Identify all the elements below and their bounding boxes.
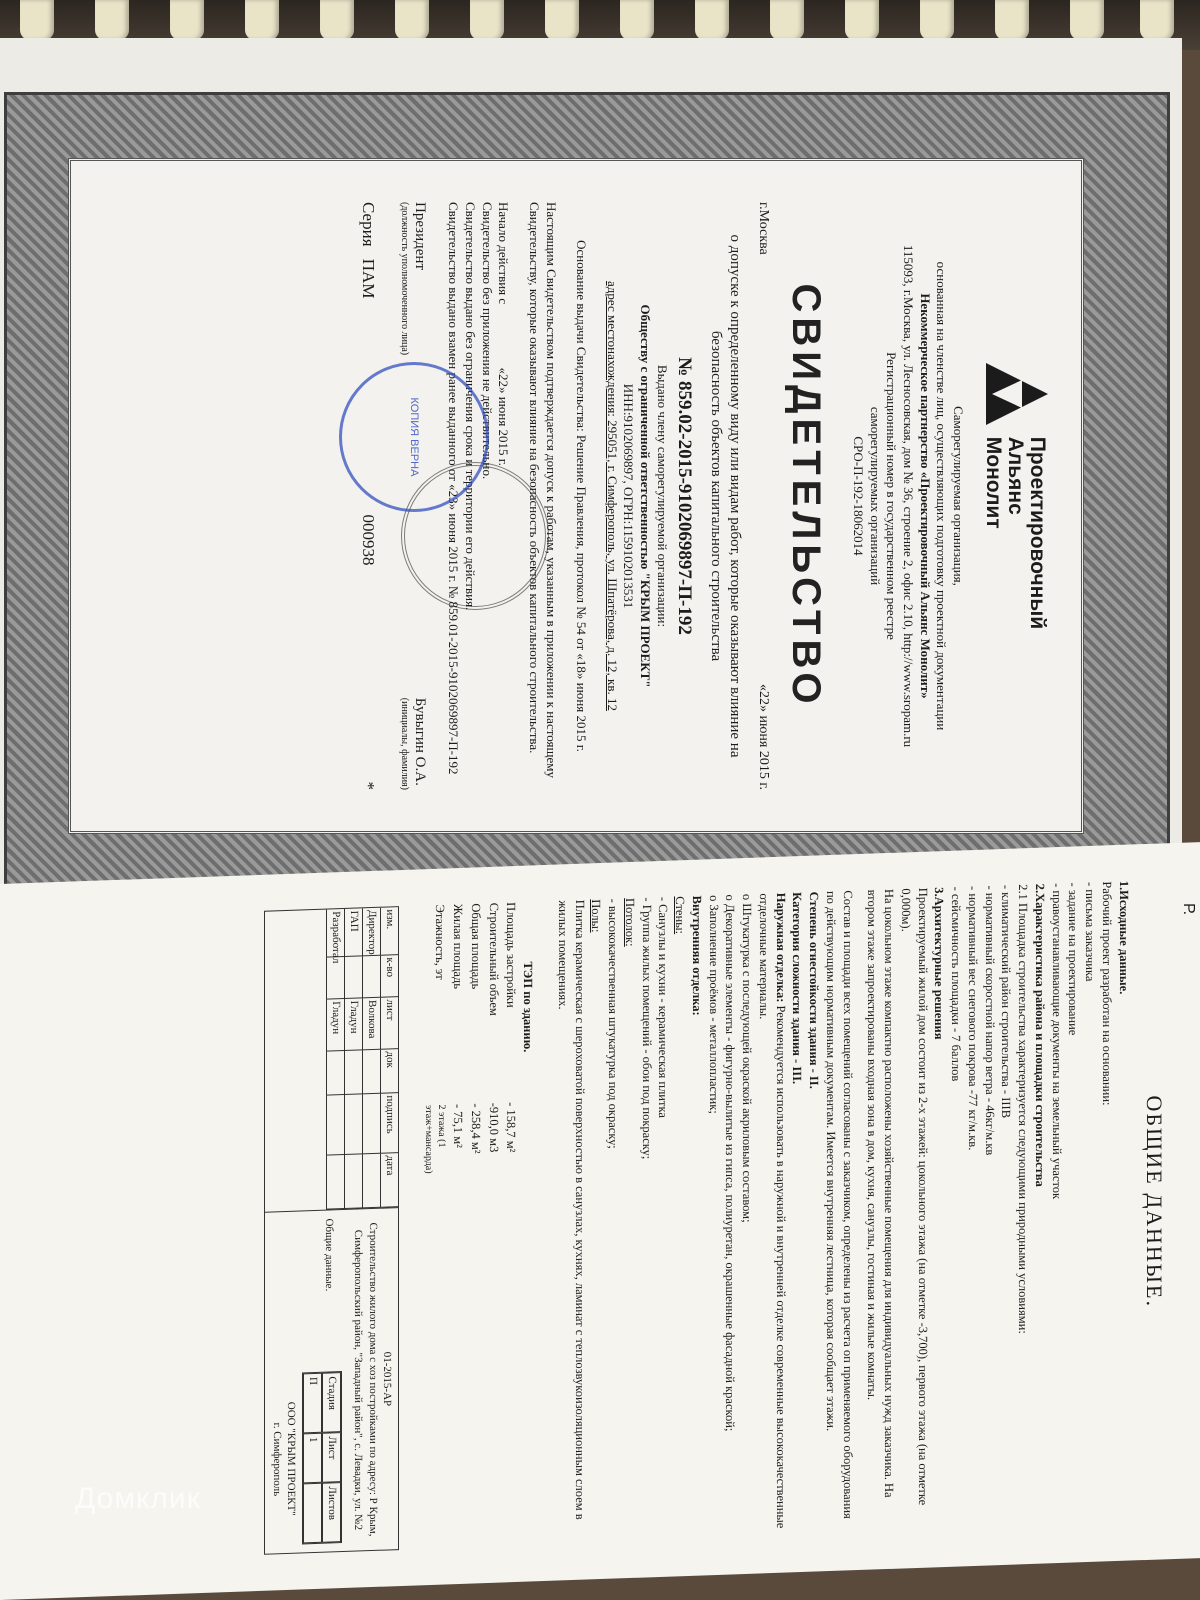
tep-block xyxy=(422,901,537,1549)
title-block-row xyxy=(345,908,363,1209)
sheet-label: Лист xyxy=(322,1432,341,1483)
general-title: ОБЩИЕ ДАННЫЕ. xyxy=(1142,1095,1167,1309)
binder-ring xyxy=(1070,0,1104,40)
binder-ring xyxy=(245,0,279,40)
walls-heading: Стены: xyxy=(673,896,688,935)
sheets-label: Листов xyxy=(322,1482,341,1543)
certificate-content xyxy=(86,176,1066,816)
binder-ring xyxy=(545,0,579,40)
signer-position: Президент xyxy=(411,202,428,270)
header-cell: подпись xyxy=(381,1093,399,1154)
copy-stamp xyxy=(339,362,489,512)
tep-value: -910,0 м3 xyxy=(486,1102,501,1153)
project-name: Строительство жилого дома с хоз постройками по адресу: Р Крым, Симферопольский район, "Западный район", с. Левадки, ул. №2 xyxy=(352,1222,379,1537)
tep-label: Жилая площадь xyxy=(451,903,466,990)
confirm-text: Настоящим Свидетельством подтверждается допуск к работам, указанным в приложении к настоящему Свидетельству, которые оказывают влияние на безопасность объектов капитального строительства. xyxy=(526,202,559,778)
list-item: - нормативный скоростной напор ветра - 46кг/м.кв xyxy=(982,885,997,1156)
header-cell: лист xyxy=(381,997,399,1050)
binder-ring xyxy=(695,0,729,40)
name-cell: Гладун xyxy=(327,999,345,1052)
list-item: - нормативный вес снегового покрова -77 кг/м.кв. xyxy=(965,885,980,1151)
role-cell: Разработал xyxy=(327,909,345,958)
role-cell: ГАП xyxy=(345,908,363,957)
sheet-value: 1 xyxy=(303,1433,322,1484)
position-note: (должность уполномоченного лица) xyxy=(398,202,410,356)
issue-city: г.Москва xyxy=(756,202,772,255)
series-label: Серия xyxy=(358,202,378,247)
list-item: o Заполнение проёмов - металлопластик; xyxy=(706,894,721,1115)
fire-resistance: Степень огнестойкости здания - II. xyxy=(807,891,822,1089)
header-cell: док xyxy=(381,1049,399,1094)
list-item: - климатический район строительства - IIIВ xyxy=(999,884,1014,1119)
header-cell: дата xyxy=(381,1153,399,1208)
section-1-heading: 1.Исходные данные. xyxy=(1116,880,1131,995)
exterior-heading: Наружная отделка: xyxy=(773,892,788,1003)
org-name: Некоммерческое партнерство «Проектировочный Альянс Монолит» xyxy=(917,293,933,699)
binder-ring xyxy=(920,0,954,40)
section-3-text-3: Состав и площади всех помещений согласованы с заказчиком, определены из расчета оп применяемого оборудования по действующим нормативным документам. Имеется внутренняя лестница, которая сообщает этажи. xyxy=(823,890,855,1520)
company-name: Обществу с ограниченной ответственностью "КРЫМ ПРОЕКТ" xyxy=(638,304,654,688)
stage-value: П xyxy=(303,1373,322,1434)
section-1-intro: Рабочий проект разработан на основании: xyxy=(1099,881,1114,1106)
binder-ring xyxy=(995,0,1029,40)
binder-ring xyxy=(170,0,204,40)
binder-ring xyxy=(395,0,429,40)
org-address: 115093, г.Москва, ул. Лесносовская, дом № 36, строение 2, офис 2.10, http://www.sropam.ru xyxy=(900,244,916,748)
title-block-header xyxy=(381,907,399,1208)
signer-name: Бувыгин О.А. xyxy=(411,697,428,786)
tep-title: ТЭП по зданию. xyxy=(521,961,536,1053)
binder-ring xyxy=(1140,0,1174,40)
header-cell: к-во xyxy=(381,955,399,998)
binder-ring xyxy=(620,0,654,40)
binder-ring xyxy=(845,0,879,40)
serial-number: 000938 xyxy=(358,514,378,566)
no-limit-text: Свидетельство выдано без ограничения срока и территории его действия. xyxy=(463,202,479,611)
binder-ring xyxy=(95,0,129,40)
page-edge-text: Р. xyxy=(1179,902,1197,916)
section-2-1: 2.1 Площадка строительства характеризуется следующими природными условиями: xyxy=(1016,884,1031,1335)
section-3-text-2: На цокольном этаже компактно расположены хозяйственные помещения для индивидуальных нужд заказчика. На втором этаже запроектированы входная зона в дом, кухня, санузлы, гостиная и жилые комнаты. xyxy=(865,888,897,1498)
org-basis: основанная на членстве лиц, осуществляющих подготовку проектной документации xyxy=(934,261,950,731)
ceiling-heading: Потолок: xyxy=(622,897,637,947)
title-block xyxy=(264,906,400,1555)
asterisk-mark: * xyxy=(358,781,378,790)
tep-value: - 158,7 м² xyxy=(504,1101,519,1153)
list-item: - задание на проектирование xyxy=(1066,882,1081,1036)
tep-label: Площадь застройки xyxy=(504,901,519,1008)
issue-date: «22» июня 2015 г. xyxy=(756,683,772,790)
certificate-page xyxy=(0,38,1182,920)
general-data-content xyxy=(15,861,1185,1582)
start-label: Начало действия с xyxy=(496,202,512,305)
list-item: o Штукатурка с последующей окраской акриловым составом; xyxy=(740,893,755,1223)
certificate-sheet xyxy=(68,158,1084,834)
sro-logo xyxy=(982,202,1048,790)
binder-ring xyxy=(470,0,504,40)
tep-label: Этажность, эт xyxy=(433,904,448,980)
replaces-text: Свидетельство выдано взамен ранее выданного от «23» июня 2015 г. № 859.01-2015-9102069897-П-192 xyxy=(446,202,462,775)
list-item: - Группа жилых помещений - обои под покраску; xyxy=(639,897,654,1160)
complexity-category: Категория сложности здания - III. xyxy=(790,891,805,1085)
company-name: ООО "КРЫМ ПРОЕКТ" xyxy=(285,1401,298,1517)
certificate-title: СВИДЕТЕЛЬСТВО xyxy=(784,283,829,709)
logo-line: Альянс xyxy=(1003,436,1027,515)
project-code: 01-2015-АР xyxy=(381,1351,394,1407)
floor-heading: Полы: xyxy=(589,898,604,933)
list-item: - Санузлы и кухни - керамическая плитка xyxy=(656,896,671,1119)
logo-line: Проектировочный xyxy=(1026,436,1049,630)
tep-label: Строительный объем xyxy=(486,902,501,1017)
series-value: ПАМ xyxy=(358,258,378,299)
tep-value: - 258,4 м² xyxy=(468,1103,483,1154)
title-block-row xyxy=(327,909,345,1210)
certificate-purpose: о допуске к определенному виду или видам работ, которые оказывают влияние на безопасность объектов капитального строительства xyxy=(708,234,744,758)
exterior-text: Рекомендуется использовать в наружной и внутренней отделке современные высококачественные отделочные материалы. xyxy=(756,893,788,1529)
company-city: г. Симферополь xyxy=(270,1422,283,1497)
copy-stamp-text: КОПИЯ ВЕРНА xyxy=(407,397,420,477)
role-cell: Директор xyxy=(363,908,381,957)
stage-label: Стадия xyxy=(322,1372,341,1433)
floor-text: Плитка керамическая с шероховатой поверхностью в санузлах, кухнях, ламинат с теплозвукоизоляционным слоем в жилых помещениях. xyxy=(555,899,587,1520)
watermark-logo: Домклик xyxy=(75,1482,201,1515)
reg-text: Регистрационный номер в государственном реестре xyxy=(884,352,900,640)
title-block-row xyxy=(363,908,381,1209)
issue-basis: Основание выдачи Свидетельства: Решение Правления, протокол № 54 от «18» июня 2015 г. xyxy=(574,240,590,752)
org-type: Саморегулируемая организация, xyxy=(950,406,966,586)
tep-value: - 75,1 м² xyxy=(451,1103,466,1149)
logo-line: Монолит xyxy=(981,436,1005,529)
certificate-number: № 859.02-2015-9102069897-П-192 xyxy=(674,357,696,635)
binder-ring xyxy=(320,0,354,40)
signer-note: (инициалы, фамилия) xyxy=(398,697,410,790)
section-3-text: Проектируемый жилой дом состоит из 2-х этажей: цокольного этажа (на отметке -3,700), первого этажа (на отметке 0,000м). xyxy=(898,887,930,1506)
list-item: - письма заказчика xyxy=(1083,881,1098,982)
name-cell: Гладун xyxy=(345,998,363,1051)
name-cell: Волкова xyxy=(363,998,381,1051)
tep-value: 2 этажа (1 этаж+мансарда) xyxy=(422,1104,448,1174)
interior-heading: Внутренняя отделка: xyxy=(689,895,704,1016)
binder-ring xyxy=(20,0,54,40)
section-2-heading: 2.Характеристика района и площадки строительства xyxy=(1032,883,1047,1188)
reg-text-2: саморегулируемых организаций xyxy=(867,406,883,586)
issued-to-label: Выдано члену саморегулируемой организации: xyxy=(654,364,670,628)
start-date: «22» июня 2015 г. xyxy=(496,367,512,466)
sheet-name: Общие данные. xyxy=(323,1218,336,1292)
mountain-logo-icon xyxy=(982,363,1048,425)
header-cell: изм. xyxy=(381,907,399,956)
section-3-heading: 3.Архитектурные решения xyxy=(932,886,947,1040)
invalid-without-text: Свидетельство без приложения не действительно. xyxy=(479,202,495,480)
list-item: o Декоративные элементы - фигурно-вылитые из гипса, полиуретан, окрашенные фасадной краской; xyxy=(723,894,738,1432)
reg-number: СРО-П-192-18062014 xyxy=(851,436,867,556)
stage-grid xyxy=(302,1371,342,1544)
list-item: - высококачественная штукатурка под окраску; xyxy=(606,898,621,1150)
company-inn: ИНН:9102069897, ОГРН:1159102013531 xyxy=(621,383,637,609)
binder-ring xyxy=(770,0,804,40)
list-item: - правоустанавливающие документы на земельный участок xyxy=(1049,882,1064,1200)
tep-label: Общая площадь xyxy=(468,903,483,990)
list-item: - сейсмичность площадки - 7 баллов xyxy=(949,886,964,1082)
company-address: адрес местонахождения: 295051, г. Симферополь, ул. Шпатёрова, д. 12, кв. 12 xyxy=(604,281,620,711)
